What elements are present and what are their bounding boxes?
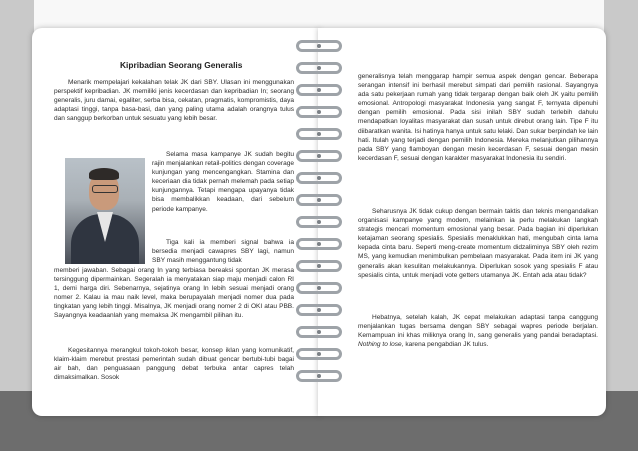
right-paragraph-1: generalisnya telah menggarap hampir semua aspek dengan gencar. Beberapa serangan intensif ini berhasil merebut simpati dari pemilih rasional. Sayangnya ada satu pekerjaan rumah yang tidak tergarap dengan baik oleh JK yaitu pemilih emosional. Antropologi masyarakat Indonesia yang sangat F, ternyata dipenuhi dengan pemilih emosional. Pada sisi inilah SBY sudah terlebih dahulu mendapatkan loyalitas masyarakat dan susah untuk direbut orang lain. Tipe F itu diibaratkan wanita. Isi hatinya hanya untuk satu lelaki. Dan sukar berpindah ke lain hati. Itulah yang terjadi dengan pemilih Indonesia. Mereka melanjutkan pilihannya pada SBY yang flamboyan dengan mesin kecerdasan F, sesuai dengan mesin kecerdasan F, sesuai dengan karakter masyarakat Indonesia itu sendiri. [358, 73, 598, 162]
left-paragraph-3a: Tiga kali ia memberi signal bahwa ia bersedia menjadi cawapres SBY lagi, namun SBY masih menggantung tidak [152, 239, 294, 265]
binding-ring [296, 304, 342, 316]
binding-ring [296, 194, 342, 206]
binding-ring [296, 260, 342, 272]
left-paragraph-4: Kegesitannya merangkul tokoh-tokoh besar, konsep iklan yang komunikatif, klaim-klaim merebut prestasi pemerintah sudah dibuat gencar bertubi-tubi bagai air bah, dan penguasaan panggung debat terbuka antar capres telah dimaksimalkan. Sosok [54, 347, 294, 382]
binding-ring [296, 216, 342, 228]
page-heading: Kipribadian Seorang Generalis [120, 60, 243, 70]
binding-ring [296, 238, 342, 250]
page-number-left: 58 [38, 400, 47, 409]
binding-ring [296, 348, 342, 360]
binding-ring [296, 172, 342, 184]
left-margin-band [0, 0, 34, 451]
page-number-right: 59 [588, 400, 597, 409]
binding-ring [296, 128, 342, 140]
left-paragraph-2: Selama masa kampanye JK sudah begitu rajin menjalankan retail-politics dengan coverage kunjungan yang mencengangkan. Stamina dan keceriaan dia tidak pernah melemah pada setiap kunjungannya. Tetapi mengapa upayanya tidak bisa membalikkan keadaan, dari sebelum periode kampanye. [152, 151, 294, 213]
binding-ring [296, 370, 342, 382]
binding-ring [296, 282, 342, 294]
binding-ring [296, 40, 342, 52]
left-paragraph-3b: memberi jawaban. Sebagai orang In yang terbiasa bereaksi spontan JK merasa tersinggung dipermainkan. Segeralah ia menyatakan siap maju menjadi calon RI 1, demi harga diri. Sebenarnya, sejatinya orang In lebih sesuai menjadi orang nomer 2. Kalau ia mau naik level, maka berupayalah menjadi nomer dua pada tingkatan yang lebih tinggi. Misalnya, JK menjadi orang nomer 2 di OKI atau PBB. Sayangnya keadaanlah yang memaksa JK mengambil pilihan itu. [54, 267, 294, 320]
left-paragraph-1: Menarik mempelajari kekalahan telak JK dari SBY. Ulasan ini menggunakan perspektif kepribadian. JK memiliki jenis kecerdasan dan kepribadian In; seorang generalis, juru damai, egaliter, serba bisa, cekatan, pragmatis, kompromistis, daya adaptasi tinggi, tanpa basa-basi, dan yang paling utama adalah orangnya tulus dan sanggup berkorban untuk sesuatu yang lebih besar. [54, 79, 294, 123]
right-paragraph-3-text: Hebatnya, setelah kalah, JK cepat melakukan adaptasi tanpa canggung menjalankan tugas bersama dengan SBY sebagai wapres periode berjalan. Kemampuan ini khas miliknya orang In, sang generalis yang pandai beradaptasi. [358, 314, 598, 340]
right-paragraph-3-end: karena pengabdian JK tulus. [405, 341, 489, 349]
binding-ring [296, 84, 342, 96]
portrait-photo [65, 158, 145, 264]
binding-ring [296, 106, 342, 118]
emphasis-phrase: Nothing to lose, [358, 341, 404, 349]
right-paragraph-2: Seharusnya JK tidak cukup dengan bermain taktis dan teknis mengandalkan organisasi kampanye yang modern, melainkan ia perlu melakukan langkah strategis mencari momentum emosional yang besar. Pada bagian ini diperlukan ketajaman seorang spesialis. Spesialis menaklukkan hati, mengubah cinta lama kepada cinta baru. Seperti meng-create momentum didzaliminya SBY oleh rezim MS, yang kemudian menimbulkan pembelaan masyarakat. Pada item ini JK yang generalis akan kesulitan melakukannya. Diperlukan sosok yang spesialis F atau spesialis cinta, untuk menjadi vote getters utamanya JK. Entah ada atau tidak? [358, 208, 598, 279]
spiral-binding [296, 40, 342, 400]
binding-ring [296, 326, 342, 338]
right-margin-band [604, 0, 638, 451]
binding-ring [296, 62, 342, 74]
binding-ring [296, 150, 342, 162]
right-paragraph-3 [358, 313, 598, 349]
